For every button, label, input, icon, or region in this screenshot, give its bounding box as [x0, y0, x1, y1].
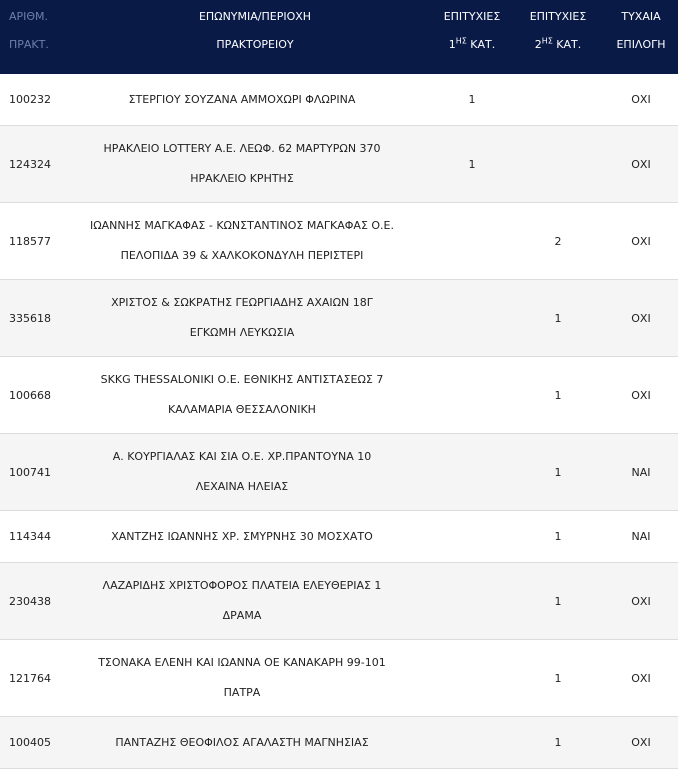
row-random-pick: ΟΧΙ — [631, 671, 651, 685]
row-code: 100232 — [9, 93, 51, 106]
row-first-category — [424, 357, 520, 433]
row-name-line2: ΔΡΑΜΑ — [222, 609, 262, 622]
row-first-category — [424, 434, 520, 510]
row-random-pick: ΝΑΙ — [631, 465, 651, 479]
row-second-category: 2 — [554, 234, 562, 248]
row-name — [64, 126, 420, 202]
row-code: 118577 — [9, 234, 51, 248]
row-second-category: 1 — [554, 530, 562, 543]
row-code: 100405 — [9, 736, 51, 749]
row-name — [64, 563, 420, 639]
row-name-line1: ΗΡΑΚΛΕΙΟ LOTTERY Α.Ε. ΛΕΩΦ. 62 ΜΑΡΤΥΡΩΝ 370 — [103, 142, 381, 155]
row-code: 100668 — [9, 388, 51, 402]
row-first-category — [424, 640, 520, 716]
row-code: 230438 — [9, 594, 51, 608]
row-second-category: 1 — [554, 311, 562, 325]
table-row — [0, 203, 678, 280]
row-name-line1: ΧΡΙΣΤΟΣ & ΣΩΚΡΑΤΗΣ ΓΕΩΡΓΙΑΔΗΣ ΑΧΑΙΩΝ 18Γ — [111, 296, 373, 309]
table-body — [0, 74, 678, 769]
table-header — [0, 0, 678, 74]
row-name — [64, 280, 420, 356]
row-random-pick: ΟΧΙ — [631, 388, 651, 402]
row-first-category — [424, 717, 520, 768]
row-second-category — [510, 74, 606, 125]
table-row — [0, 280, 678, 357]
row-code: 121764 — [9, 671, 51, 685]
row-random-pick: ΟΧΙ — [631, 311, 651, 325]
row-random-pick: ΟΧΙ — [631, 234, 651, 248]
row-name-line1: SKKG THESSALONIKI Ο.Ε. ΕΘΝΙΚΗΣ ΑΝΤΙΣΤΑΣΕΩΣ 7 — [100, 373, 384, 386]
header-second-line1: ΕΠΙΤΥΧΙΕΣ — [529, 10, 587, 23]
header-first-line2 — [424, 30, 520, 60]
row-name — [64, 74, 420, 125]
table-row — [0, 74, 678, 126]
row-code: 335618 — [9, 311, 51, 325]
header-second-num: 2 — [534, 38, 542, 51]
header-name-line2: ΠΡΑΚΤΟΡΕΙΟΥ — [216, 38, 294, 51]
row-name-line1: ΧΑΝΤΖΗΣ ΙΩΑΝΝΗΣ ΧΡ. ΣΜΥΡΝΗΣ 30 ΜΟΣΧΑΤΟ — [111, 529, 373, 543]
header-first-suffix: ΚΑΤ. — [466, 38, 496, 51]
row-second-category — [510, 126, 606, 202]
row-name — [64, 357, 420, 433]
row-name-line1: Α. ΚΟΥΡΓΙΑΛΑΣ ΚΑΙ ΣΙΑ Ο.Ε. ΧΡ.ΠΡΑΝΤΟΥΝΑ 10 — [112, 450, 372, 463]
row-random-pick: ΟΧΙ — [631, 157, 651, 171]
row-name-line1: ΛΑΖΑΡΙΔΗΣ ΧΡΙΣΤΟΦΟΡΟΣ ΠΛΑΤΕΙΑ ΕΛΕΥΘΕΡΙΑΣ 1 — [102, 579, 382, 592]
row-name-line2: ΛΕΧΑΙΝΑ ΗΛΕΙΑΣ — [195, 480, 289, 493]
row-name-line2: ΗΡΑΚΛΕΙΟ ΚΡΗΤΗΣ — [190, 172, 294, 185]
table-row — [0, 357, 678, 434]
table-row — [0, 511, 678, 563]
table-row — [0, 717, 678, 769]
row-second-category: 1 — [554, 594, 562, 608]
table-row — [0, 640, 678, 717]
row-second-category: 1 — [554, 388, 562, 402]
row-name — [64, 717, 420, 768]
row-random-pick: ΟΧΙ — [631, 736, 651, 749]
row-name-line2: ΠΕΛΟΠΙΔΑ 39 & ΧΑΛΚΟΚΟΝΔΥΛΗ ΠΕΡΙΣΤΕΡΙ — [120, 249, 364, 262]
row-code: 100741 — [9, 465, 51, 479]
row-code: 124324 — [9, 157, 51, 171]
row-second-category: 1 — [554, 465, 562, 479]
table-row — [0, 126, 678, 203]
table-row — [0, 563, 678, 640]
header-random-line2: ΕΠΙΛΟΓΗ — [616, 38, 666, 51]
row-first-category: 1 — [468, 157, 476, 171]
row-second-category: 1 — [554, 671, 562, 685]
row-name — [64, 434, 420, 510]
row-first-category — [424, 203, 520, 279]
row-name-line2: ΕΓΚΩΜΗ ΛΕΥΚΩΣΙΑ — [189, 326, 295, 339]
header-second-sup: ΗΣ — [541, 36, 553, 46]
header-code-line2: ΠΡΑΚΤ. — [9, 38, 49, 51]
row-name-line2: ΠΑΤΡΑ — [223, 686, 261, 699]
row-first-category — [424, 511, 520, 562]
header-first-num: 1 — [448, 38, 456, 51]
row-name — [64, 203, 420, 279]
header-random-line1: ΤΥΧΑΙΑ — [621, 10, 661, 23]
header-second-line2 — [510, 30, 606, 60]
header-second-suffix: ΚΑΤ. — [552, 38, 582, 51]
row-name — [64, 511, 420, 562]
header-first-line1: ΕΠΙΤΥΧΙΕΣ — [443, 10, 501, 23]
row-random-pick: ΟΧΙ — [631, 93, 651, 106]
table-row — [0, 434, 678, 511]
row-random-pick: ΝΑΙ — [631, 530, 651, 543]
header-code-line1: ΑΡΙΘΜ. — [9, 10, 49, 23]
row-first-category — [424, 563, 520, 639]
row-first-category: 1 — [468, 93, 476, 106]
header-name-line1: ΕΠΩΝΥΜΙΑ/ΠΕΡΙΟΧΗ — [198, 10, 312, 23]
row-name-line1: ΣΤΕΡΓΙΟΥ ΣΟΥΖΑΝΑ ΑΜΜΟΧΩΡΙ ΦΛΩΡΙΝΑ — [128, 92, 356, 106]
row-name-line1: ΠΑΝΤΑΖΗΣ ΘΕΟΦΙΛΟΣ ΑΓΑΛΑΣΤΗ ΜΑΓΝΗΣΙΑΣ — [115, 735, 369, 749]
row-first-category — [424, 280, 520, 356]
row-random-pick: ΟΧΙ — [631, 594, 651, 608]
row-name-line1: ΙΩΑΝΝΗΣ ΜΑΓΚΑΦΑΣ - ΚΩΝΣΤΑΝΤΙΝΟΣ ΜΑΓΚΑΦΑΣ Ο.Ε. — [89, 219, 394, 232]
row-code: 114344 — [9, 530, 51, 543]
row-name — [64, 640, 420, 716]
row-name-line2: ΚΑΛΑΜΑΡΙΑ ΘΕΣΣΑΛΟΝΙΚΗ — [168, 403, 316, 416]
row-second-category: 1 — [554, 736, 562, 749]
header-first-sup: ΗΣ — [455, 36, 467, 46]
row-name-line1: ΤΣΟΝΑΚΑ ΕΛΕΝΗ ΚΑΙ ΙΩΑΝΝΑ ΟΕ ΚΑΝΑΚΑΡΗ 99-101 — [98, 656, 386, 669]
